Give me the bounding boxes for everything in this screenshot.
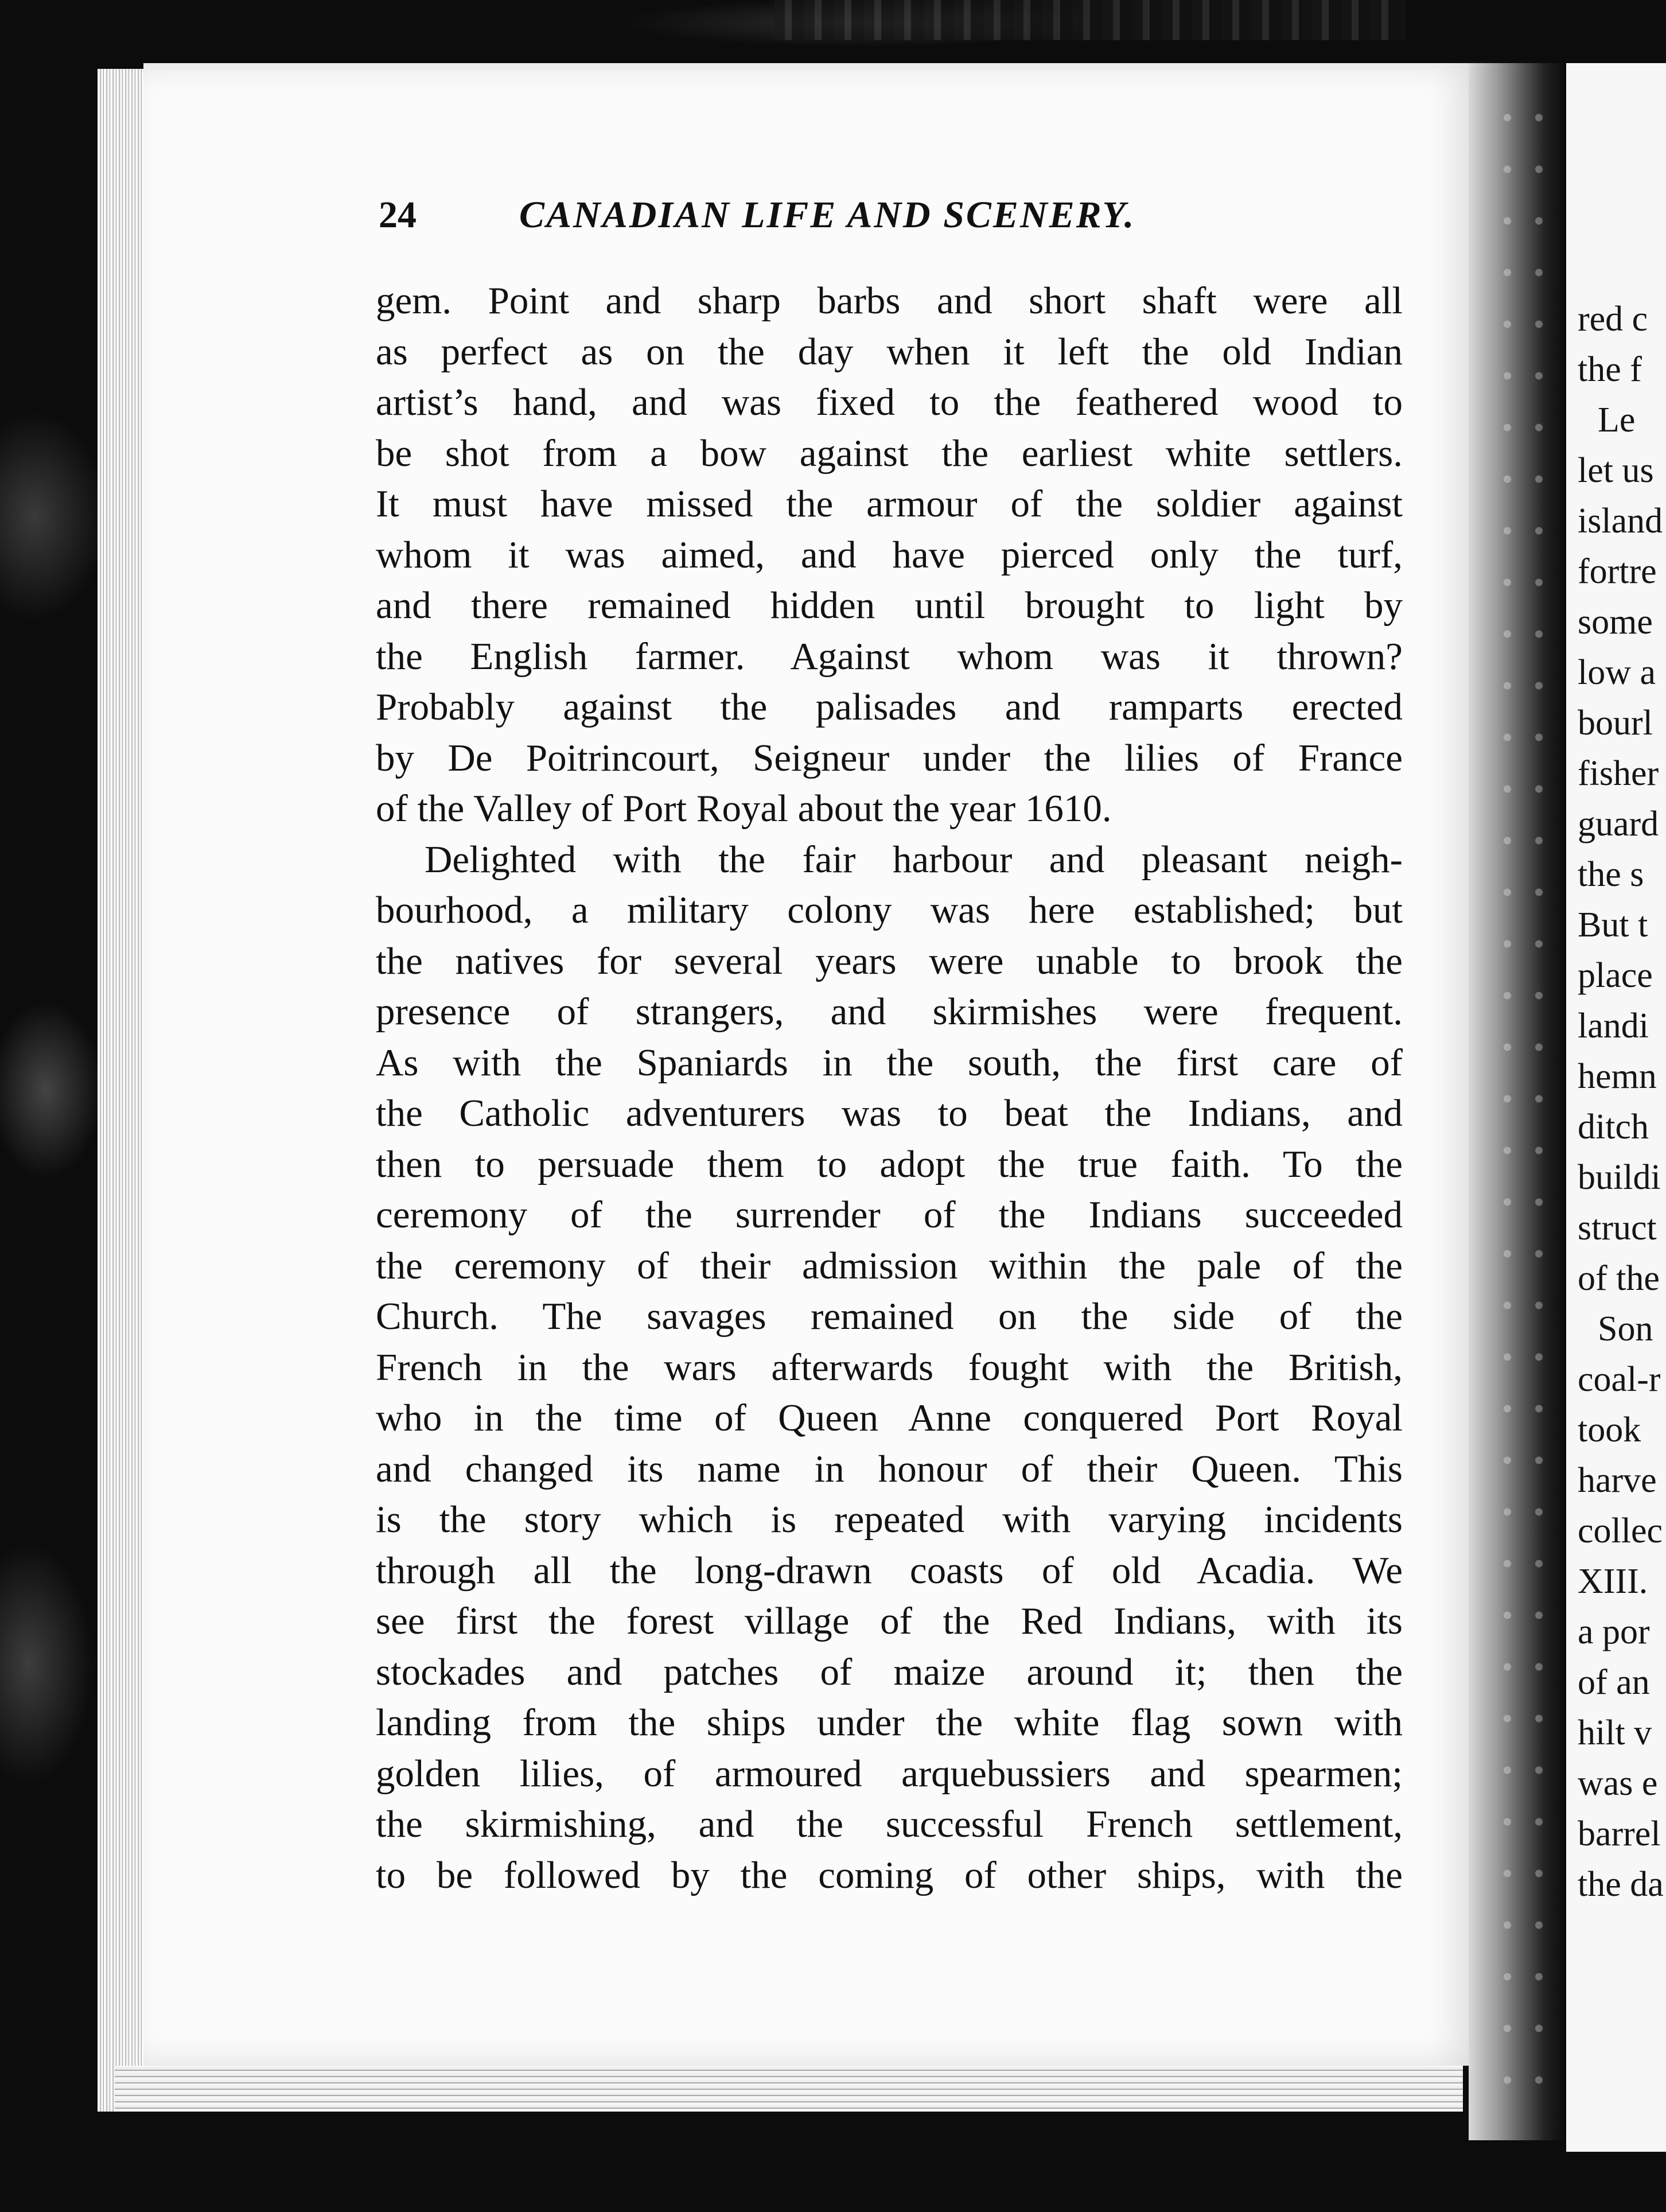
running-title: CANADIAN LIFE AND SCENERY. [519, 194, 1136, 236]
text-line: Probably against the palisades and ramparts erected [376, 686, 1403, 728]
text-line: the natives for several years were unable to brook the [376, 939, 1403, 982]
text-line: through all the long-drawn coasts of old Acadia. We [376, 1549, 1403, 1592]
text-line: It must have missed the armour of the soldier against [376, 483, 1403, 525]
facing-line: hilt v [1578, 1713, 1652, 1752]
facing-line: But t [1578, 905, 1648, 944]
text-line: gem. Point and sharp barbs and short shaft were all [376, 279, 1403, 322]
facing-line: XIII. [1578, 1562, 1648, 1601]
text-line: bourhood, a military colony was here established; but [376, 889, 1403, 931]
body-text [376, 275, 1403, 1900]
facing-line: of the [1578, 1259, 1660, 1298]
facing-line: the f [1578, 350, 1642, 389]
facing-line: Le [1598, 401, 1636, 440]
facing-line: coal-r [1578, 1360, 1661, 1399]
text-line: landing from the ships under the white flag sown with [376, 1701, 1403, 1744]
text-line: golden lilies, of armoured arquebussiers and spearmen; [376, 1752, 1403, 1795]
text-line: whom it was aimed, and have pierced only the turf, [376, 533, 1403, 576]
text-line: stockades and patches of maize around it; then the [376, 1650, 1403, 1693]
text-line: ceremony of the surrender of the Indians succeeded [376, 1194, 1403, 1236]
text-line: as perfect as on the day when it left the old Indian [376, 330, 1403, 373]
text-line: the Catholic adventurers was to beat the Indians, and [376, 1092, 1403, 1134]
facing-line: place [1578, 956, 1653, 995]
text-line: As with the Spaniards in the south, the first care of [376, 1041, 1403, 1084]
text-line: is the story which is repeated with varying incidents [376, 1498, 1403, 1541]
facing-line: collec [1578, 1511, 1663, 1550]
facing-line: took [1578, 1410, 1641, 1449]
text-line: be shot from a bow against the earliest white settlers. [376, 431, 1403, 475]
text-line: presence of strangers, and skirmishes were frequent. [376, 990, 1403, 1033]
text-line: and changed its name in honour of their Queen. This [376, 1447, 1403, 1490]
text-line: the skirmishing, and the successful French settlement, [376, 1803, 1403, 1845]
facing-line: barrel [1578, 1814, 1661, 1853]
facing-line: the da [1578, 1865, 1664, 1904]
text-line: French in the wars afterwards fought with the British, [376, 1346, 1403, 1389]
facing-page-fragment [1566, 63, 1666, 2152]
text-line: see first the forest village of the Red Indians, with its [376, 1600, 1403, 1642]
paragraph-end-line: of the Valley of Port Royal about the year 1610. [376, 787, 1112, 830]
text-line: the English farmer. Against whom was it thrown? [376, 635, 1403, 678]
facing-line: some [1578, 602, 1653, 642]
facing-line: ditch [1578, 1107, 1649, 1146]
page-stack-bottom-edge [115, 2066, 1463, 2112]
scan-top-edge [774, 0, 1406, 40]
facing-line: buildi [1578, 1158, 1661, 1197]
facing-line: fisher [1578, 754, 1659, 793]
facing-line: a por [1578, 1612, 1650, 1651]
page-number: 24 [379, 194, 416, 236]
facing-line: red c [1578, 300, 1648, 339]
text-line: then to persuade them to adopt the true faith. To the [376, 1142, 1403, 1185]
facing-line: was e [1578, 1764, 1658, 1803]
text-line: Church. The savages remained on the side of the [376, 1295, 1403, 1338]
facing-line: of an [1578, 1663, 1650, 1702]
facing-line: let us [1578, 451, 1654, 490]
facing-line: struct [1578, 1208, 1657, 1247]
text-line: artist’s hand, and was fixed to the feathered wood to [376, 381, 1403, 423]
text-line: and there remained hidden until brought to light by [376, 584, 1403, 627]
text-line: to be followed by the coming of other ships, with the [376, 1853, 1403, 1896]
facing-line: hemn [1578, 1057, 1657, 1096]
facing-line: low a [1578, 653, 1656, 692]
facing-line: the s [1578, 855, 1644, 894]
facing-line: landi [1578, 1006, 1649, 1045]
facing-line: harve [1578, 1461, 1657, 1500]
text-line: who in the time of Queen Anne conquered Port Royal [376, 1397, 1403, 1439]
facing-line: bourl [1578, 703, 1653, 742]
facing-line: guard [1578, 804, 1659, 843]
page-stack-left-edge [98, 69, 149, 2112]
text-line: the ceremony of their admission within the pale of the [376, 1244, 1403, 1287]
facing-line: Son [1598, 1309, 1653, 1348]
facing-line: fortre [1578, 552, 1657, 591]
facing-line: island [1578, 502, 1663, 541]
running-head [379, 192, 1262, 238]
paragraph-start-line: Delighted with the fair harbour and pleasant neigh- [425, 838, 1403, 881]
text-line: by De Poitrincourt, Seigneur under the lilies of France [376, 736, 1403, 779]
gutter-speckle [1492, 92, 1555, 2112]
